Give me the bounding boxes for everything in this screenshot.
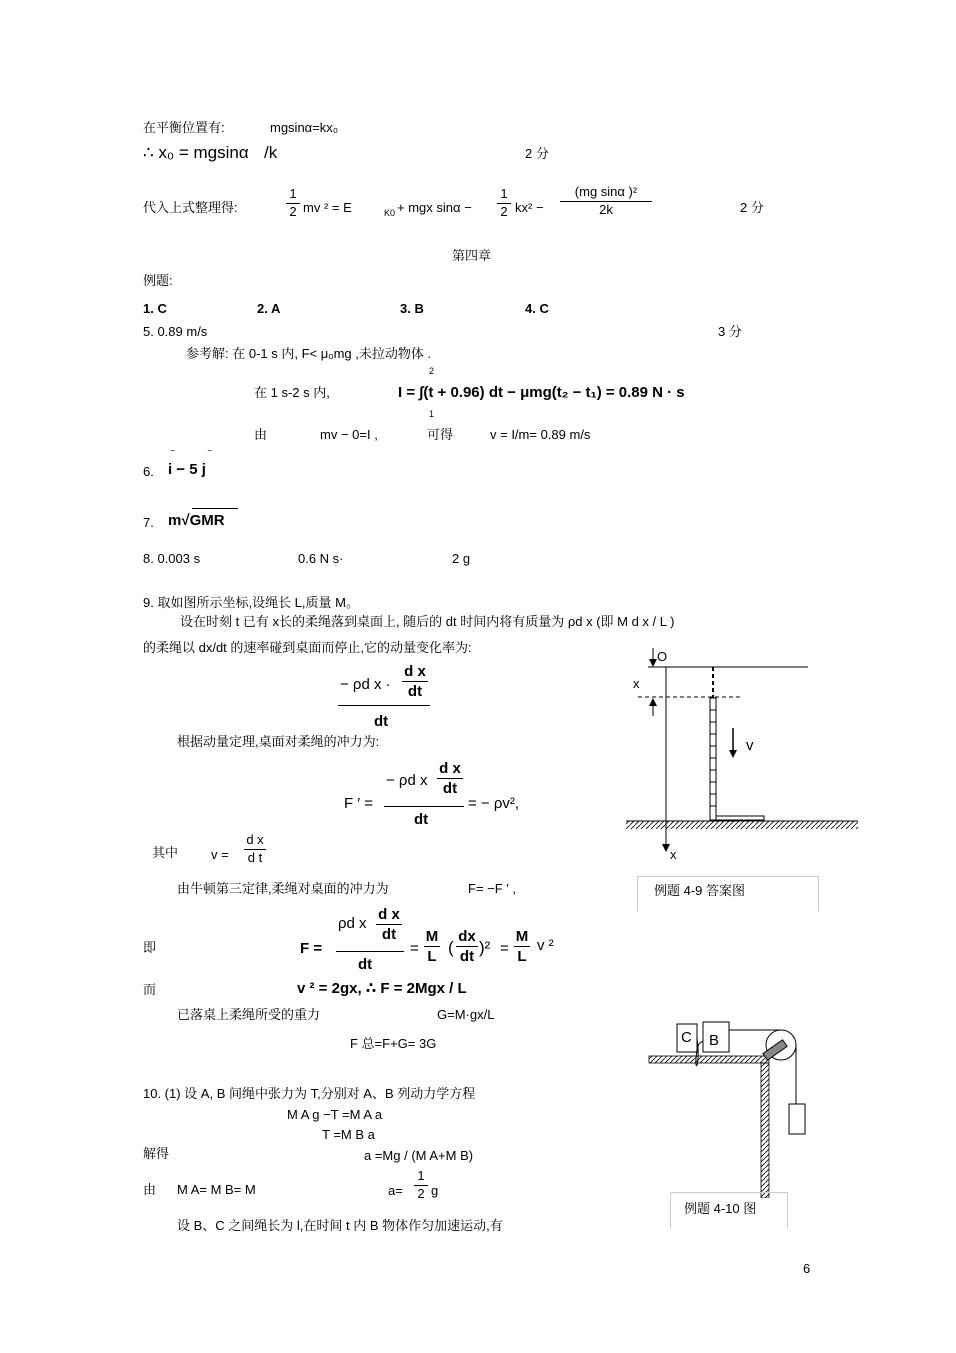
q10-mass-eq: M A= M B= M xyxy=(177,1182,256,1197)
text-velocity-result: v = I/m= 0.89 m/s xyxy=(490,427,591,442)
integral-lower-limit: 1 xyxy=(429,409,435,419)
figure-4-9 xyxy=(620,640,860,875)
text-solve: 解得 xyxy=(143,1146,170,1161)
fig1-v-label: v xyxy=(746,737,754,754)
fig2-c-label: C xyxy=(681,1029,692,1046)
fraction-bar xyxy=(336,951,404,952)
vector-bar: ‾ xyxy=(171,450,175,461)
text-score: 2 分 xyxy=(525,146,549,161)
sqrt-bar xyxy=(192,508,238,509)
fraction-dxdt: d x dt xyxy=(376,906,402,944)
vector-bar: ‾ xyxy=(208,450,212,461)
fig2-caption: 例题 4-10 图 xyxy=(684,1201,757,1216)
q9-gravity-eq: G=M·gx/L xyxy=(437,1007,495,1022)
fig1-x-label: x xyxy=(633,676,640,691)
fig2-b-label: B xyxy=(709,1032,720,1049)
answer-7: m√GMR xyxy=(168,512,225,529)
q9-eq-sign: = xyxy=(500,940,509,957)
q9-impulse-theorem: 根据动量定理,桌面对柔绳的冲力为: xyxy=(177,734,380,749)
text-where: 其中 xyxy=(152,845,179,860)
q9-paren-open: ( xyxy=(448,938,454,957)
answer-8-c: 2 g xyxy=(452,551,471,566)
q9-rho-dx: ρd x xyxy=(338,915,367,932)
fraction-M-L: M L xyxy=(425,928,439,966)
q10-eq-b: T =M B a xyxy=(322,1127,375,1142)
fraction-half: 1 2 xyxy=(286,187,300,220)
answer-3: 3. B xyxy=(400,301,424,316)
fraction-half: 1 2 xyxy=(414,1169,428,1202)
text-x0-eq: ∴ x₀ = mgsinα xyxy=(143,143,249,162)
answer-7-num: 7. xyxy=(143,515,154,530)
answer-1: 1. C xyxy=(143,301,167,316)
q9-rate: 的柔绳以 dx/dt 的速率碰到桌面而停止,它的动量变化率为: xyxy=(143,640,472,655)
answer-6-num: 6. xyxy=(143,464,154,479)
fig1-origin-label: O xyxy=(657,649,668,664)
q10-intro: 10. (1) 设 A, B 间绳中张力为 T,分别对 A、B 列动力学方程 xyxy=(143,1086,476,1101)
q9-F: F = xyxy=(300,940,323,957)
q9-formula-1-den: dt xyxy=(374,713,389,730)
figure-4-10 xyxy=(645,1018,820,1198)
text-equilibrium-label: 在平衡位置有: xyxy=(143,120,225,135)
q10-g: g xyxy=(431,1183,439,1198)
text-from: 由 xyxy=(143,1182,157,1197)
fraction-mgsin: (mg sinα )² 2k xyxy=(560,185,652,218)
q9-gravity: 已落桌上柔绳所受的重力 xyxy=(177,1007,321,1022)
q9-result: v ² = 2gx, ∴ F = 2Mgx / L xyxy=(297,980,467,997)
integral-upper-limit: 2 xyxy=(429,366,435,376)
chapter-title: 第四章 xyxy=(452,248,492,263)
fig1-caption: 例题 4-9 答案图 xyxy=(654,883,746,898)
answer-2: 2. A xyxy=(257,301,281,316)
answer-4: 4. C xyxy=(525,301,549,316)
text-momentum-eq: mv − 0=I , xyxy=(320,427,378,442)
q10-accel: a =Mg / (M A+M B) xyxy=(364,1148,474,1163)
fig1-axis-label: x xyxy=(670,847,677,862)
text-reference-solution: 参考解: 在 0-1 s 内, F< μ₀mg ,未拉动物体 . xyxy=(186,346,432,361)
fraction-M-L: M L xyxy=(515,928,529,966)
fraction-bar xyxy=(338,705,430,706)
text-eq-part-2: kx² − xyxy=(515,200,544,215)
q9-formula-2-rhs: = − ρv², xyxy=(468,795,520,812)
text-obtain: 可得 xyxy=(427,427,454,442)
q9-total: F 总=F+G= 3G xyxy=(350,1036,437,1051)
text-impulse-eq: I = ∫(t + 0.96) dt − μmg(t₂ − t₁) = 0.89 N · s xyxy=(398,384,685,401)
fraction-dxdt: d x d t xyxy=(244,833,266,866)
answer-8-b: 0.6 N s· xyxy=(298,551,344,566)
q9-newton-eq: F= −F ′ , xyxy=(468,881,516,896)
q9-formula-2-lhs: F ′ = xyxy=(344,795,374,812)
text-score: 2 分 xyxy=(740,200,764,215)
q10-eq-a: M A g −T =M A a xyxy=(287,1107,383,1122)
answer-8-a: 8. 0.003 s xyxy=(143,551,201,566)
q9-setup: 设在时刻 t 已有 x长的柔绳落到桌面上, 随后的 dt 时间内将有质量为 ρd x (即 M d x / L ) xyxy=(180,614,675,629)
answer-5: 5. 0.89 m/s xyxy=(143,324,208,339)
fraction-half-2: 1 2 xyxy=(497,187,511,220)
text-from: 由 xyxy=(254,427,268,442)
text-kinetic-eq: mv ² = E xyxy=(303,200,352,215)
text-x0-k: /k xyxy=(264,143,278,162)
text-v-eq: v = xyxy=(211,847,229,862)
q10-a-eq: a= xyxy=(388,1183,403,1198)
text-example-label: 例题: xyxy=(143,273,173,288)
text-equilibrium-eq: mgsinα=kx₀ xyxy=(270,120,339,135)
q9-formula-2-den: dt xyxy=(414,811,429,828)
page-number: 6 xyxy=(803,1261,811,1276)
q10-rope: 设 B、C 之间绳长为 l,在时间 t 内 B 物体作匀加速运动,有 xyxy=(177,1218,503,1233)
text-that-is: 即 xyxy=(143,940,157,955)
fraction-dxdt: d x dt xyxy=(437,760,463,798)
fraction-bar xyxy=(384,806,464,807)
text-substitute-label: 代入上式整理得: xyxy=(143,200,238,215)
q9-eq-sign: = xyxy=(410,940,419,957)
q9-v-squared: v ² xyxy=(537,937,554,954)
text-and: 而 xyxy=(143,982,157,997)
q9-den-dt: dt xyxy=(358,956,373,973)
q9-paren-close: )² xyxy=(479,938,491,957)
q9-formula-1-num: − ρd x · xyxy=(340,676,391,693)
q9-newton-third: 由牛顿第三定律,柔绳对桌面的冲力为 xyxy=(177,881,389,896)
q9-intro: 9. 取如图所示坐标,设绳长 L,质量 M。 xyxy=(143,595,359,610)
q9-formula-2-num: − ρd x xyxy=(386,772,428,789)
fraction-dxdt: d x dt xyxy=(402,663,428,701)
answer-6: i − 5 j xyxy=(168,461,206,478)
text-subscript: K0 xyxy=(384,208,396,218)
text-eq-part: + mgx sinα − xyxy=(397,200,472,215)
text-score: 3 分 xyxy=(718,324,742,339)
fraction-dxdt: dx dt xyxy=(456,928,478,966)
text-interval: 在 1 s-2 s 内, xyxy=(254,385,330,400)
